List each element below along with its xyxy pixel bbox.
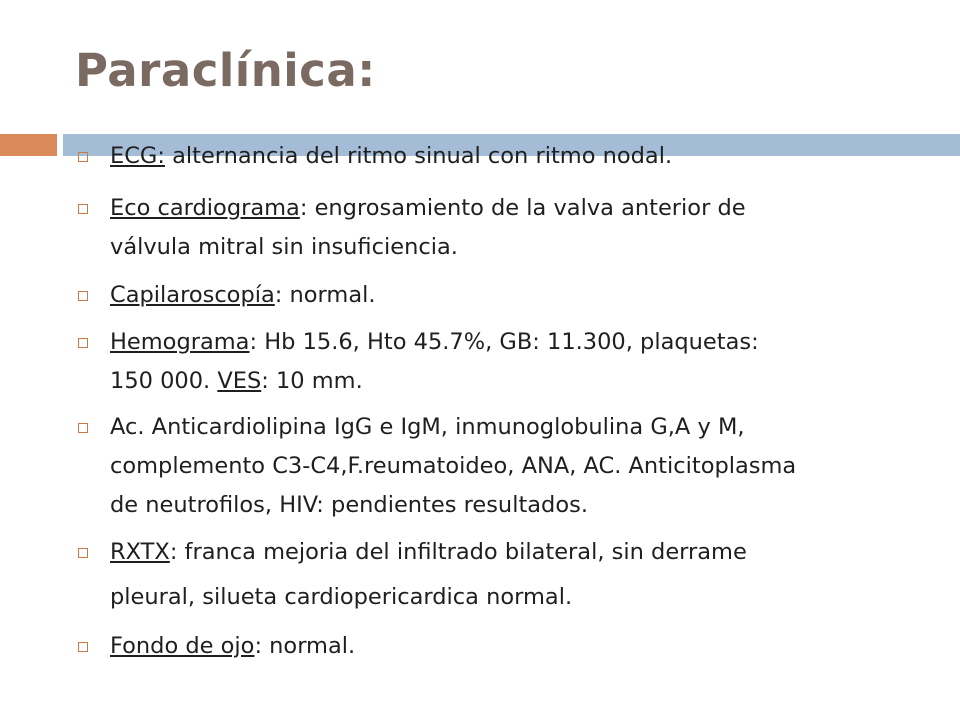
item-body: : normal. <box>274 282 376 308</box>
item-body: : normal. <box>254 633 356 659</box>
square-bullet-icon <box>78 548 88 558</box>
item-heading: Fondo de ojo <box>110 633 255 659</box>
item-line: pleural, silueta cardiopericardica normal. <box>110 584 573 610</box>
list-item-text <box>110 627 940 666</box>
accent-bar-orange <box>0 134 57 156</box>
square-bullet-icon <box>78 423 88 433</box>
item-line <box>110 362 940 401</box>
item-line: complemento C3-C4,F.reumatoideo, ANA, AC. Anticitoplasma <box>110 453 797 479</box>
square-bullet-icon <box>78 204 88 214</box>
item-body: : engrosamiento de la valva anterior de <box>299 195 746 221</box>
item-line <box>110 533 940 572</box>
item-body: : franca mejoria del infiltrado bilateral, sin derrame <box>169 539 747 565</box>
list-item-text <box>110 408 940 525</box>
item-heading: Eco cardiograma <box>110 195 300 221</box>
item-line <box>110 189 940 228</box>
item-body: alternancia del ritmo sinual con ritmo nodal. <box>164 143 673 169</box>
item-heading: Capilaroscopía <box>110 282 275 308</box>
item-heading: RXTX <box>110 539 170 565</box>
list-item-text <box>110 189 940 267</box>
list-item-text <box>110 137 940 176</box>
list-item-text <box>110 323 940 401</box>
square-bullet-icon <box>78 291 88 301</box>
item-heading: ECG: <box>110 143 165 169</box>
square-bullet-icon <box>78 152 88 162</box>
list-item-text <box>110 533 940 617</box>
item-line <box>110 323 940 362</box>
slide-title: Paraclínica: <box>75 44 376 97</box>
item-line: Ac. Anticardiolipina IgG e IgM, inmunoglobulina G,A y M, <box>110 414 745 440</box>
item-heading: VES <box>217 368 262 394</box>
item-body: : 10 mm. <box>261 368 363 394</box>
item-line: de neutrofilos, HIV: pendientes resultados. <box>110 492 588 518</box>
item-body: 150 000. <box>110 368 218 394</box>
item-heading: Hemograma <box>110 329 250 355</box>
square-bullet-icon <box>78 338 88 348</box>
item-body: : Hb 15.6, Hto 45.7%, GB: 11.300, plaquetas: <box>249 329 759 355</box>
square-bullet-icon <box>78 642 88 652</box>
item-line: válvula mitral sin insuficiencia. <box>110 234 458 260</box>
list-item-text <box>110 276 940 315</box>
